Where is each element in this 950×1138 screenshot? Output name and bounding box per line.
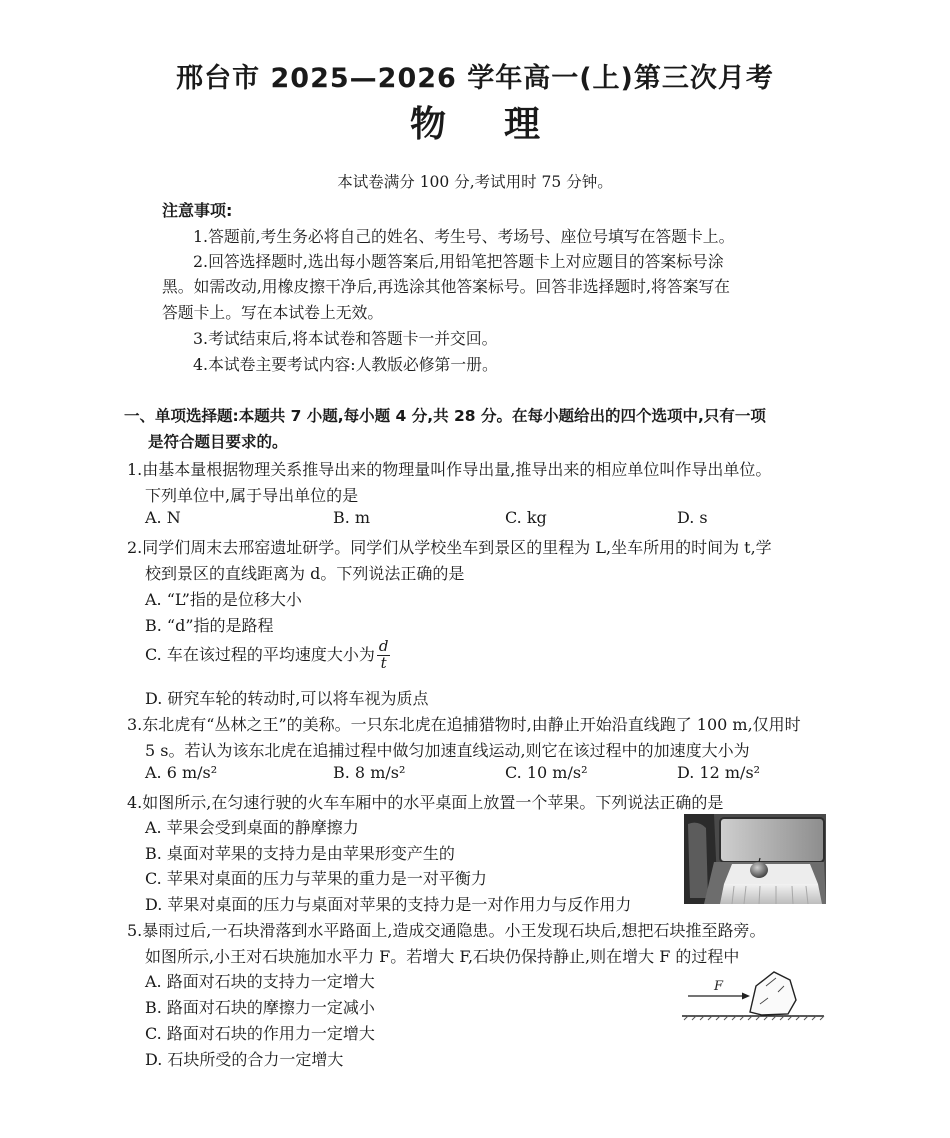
q4-option-d: D. 苹果对桌面的压力与桌面对苹果的支持力是一对作用力与反作用力 (145, 895, 632, 914)
q3-stem-cont: 5 s。若认为该东北虎在追捕过程中做匀加速直线运动,则它在该过程中的加速度大小为 (145, 741, 750, 760)
q2-option-a: A. “L”指的是位移大小 (145, 590, 302, 609)
q5-option-a: A. 路面对石块的支持力一定增大 (145, 972, 375, 991)
q3-option-a: A. 6 m/s² (145, 763, 218, 782)
train-apple-figure (684, 814, 826, 904)
rock-force-figure (680, 964, 826, 1026)
notice-line: 1.答题前,考生务必将自己的姓名、考生号、考场号、座位号填写在答题卡上。 (193, 227, 735, 246)
fraction-numerator: d (378, 637, 389, 655)
subject-char-1: 物 (409, 104, 446, 145)
notice-heading: 注意事项: (162, 201, 233, 220)
section-heading: 一、单项选择题:本题共 7 小题,每小题 4 分,共 28 分。在每小题给出的四个选项中,只有一项 (124, 407, 766, 425)
notice-line: 3.考试结束后,将本试卷和答题卡一并交回。 (193, 329, 498, 348)
q2-option-d: D. 研究车轮的转动时,可以将车视为质点 (145, 689, 429, 708)
q4-option-b: B. 桌面对苹果的支持力是由苹果形变产生的 (145, 844, 455, 863)
q5-option-c: C. 路面对石块的作用力一定增大 (145, 1024, 375, 1043)
q5-option-d: D. 石块所受的合力一定增大 (145, 1050, 344, 1069)
q5-option-b: B. 路面对石块的摩擦力一定减小 (145, 998, 375, 1017)
q1-option-b: B. m (333, 508, 371, 527)
q1-option-c: C. kg (505, 508, 547, 527)
q2-option-b: B. “d”指的是路程 (145, 616, 274, 635)
q3-stem: 3.东北虎有“丛林之王”的美称。一只东北虎在追捕猎物时,由静止开始沿直线跑了 100 m,仅用时 (127, 715, 801, 734)
rock-icon (750, 972, 796, 1015)
notice-line: 答题卡上。写在本试卷上无效。 (162, 303, 384, 322)
subject-title (0, 96, 950, 147)
q4-option-a: A. 苹果会受到桌面的静摩擦力 (145, 818, 359, 837)
q5-stem: 5.暴雨过后,一石块滑落到水平路面上,造成交通隐患。小王发现石块后,想把石块推至路旁。 (127, 921, 766, 940)
q1-option-d: D. s (677, 508, 708, 527)
q4-stem: 4.如图所示,在匀速行驶的火车车厢中的水平桌面上放置一个苹果。下列说法正确的是 (127, 793, 724, 812)
q3-option-c: C. 10 m/s² (505, 763, 588, 782)
section-heading-cont: 是符合题目要求的。 (148, 433, 288, 451)
force-label: F (714, 979, 724, 994)
subject-char-2: 理 (504, 104, 541, 145)
notice-line: 黑。如需改动,用橡皮擦干净后,再选涂其他答案标号。回答非选择题时,将答案写在 (162, 277, 730, 296)
q1-stem-cont: 下列单位中,属于导出单位的是 (145, 486, 359, 505)
fraction-denominator: t (380, 653, 387, 672)
q2-option-c-text: C. 车在该过程的平均速度大小为 (145, 644, 375, 664)
q1-stem: 1.由基本量根据物理关系推导出来的物理量叫作导出量,推导出来的相应单位叫作导出单位。 (127, 460, 772, 479)
q5-stem-cont: 如图所示,小王对石块施加水平力 F。若增大 F,石块仍保持静止,则在增大 F 的过程中 (145, 947, 740, 966)
exam-info: 本试卷满分 100 分,考试用时 75 分钟。 (337, 173, 613, 191)
exam-title: 邢台市 2025—2026 学年高一(上)第三次月考 (176, 63, 774, 94)
notice-line: 2.回答选择题时,选出每小题答案后,用铅笔把答题卡上对应题目的答案标号涂 (193, 252, 724, 271)
q2-stem: 2.同学们周末去邢窑遗址研学。同学们从学校坐车到景区的里程为 L,坐车所用的时间为 t,学 (127, 538, 772, 557)
q2-option-c (145, 639, 390, 672)
apple-icon (750, 862, 768, 878)
q3-option-b: B. 8 m/s² (333, 763, 406, 782)
q3-option-d: D. 12 m/s² (677, 763, 761, 782)
q4-option-c: C. 苹果对桌面的压力与苹果的重力是一对平衡力 (145, 869, 487, 888)
q1-option-a: A. N (145, 508, 181, 527)
notice-line: 4.本试卷主要考试内容:人教版必修第一册。 (193, 355, 498, 374)
q2-stem-cont: 校到景区的直线距离为 d。下列说法正确的是 (145, 564, 465, 583)
fraction (377, 639, 391, 672)
